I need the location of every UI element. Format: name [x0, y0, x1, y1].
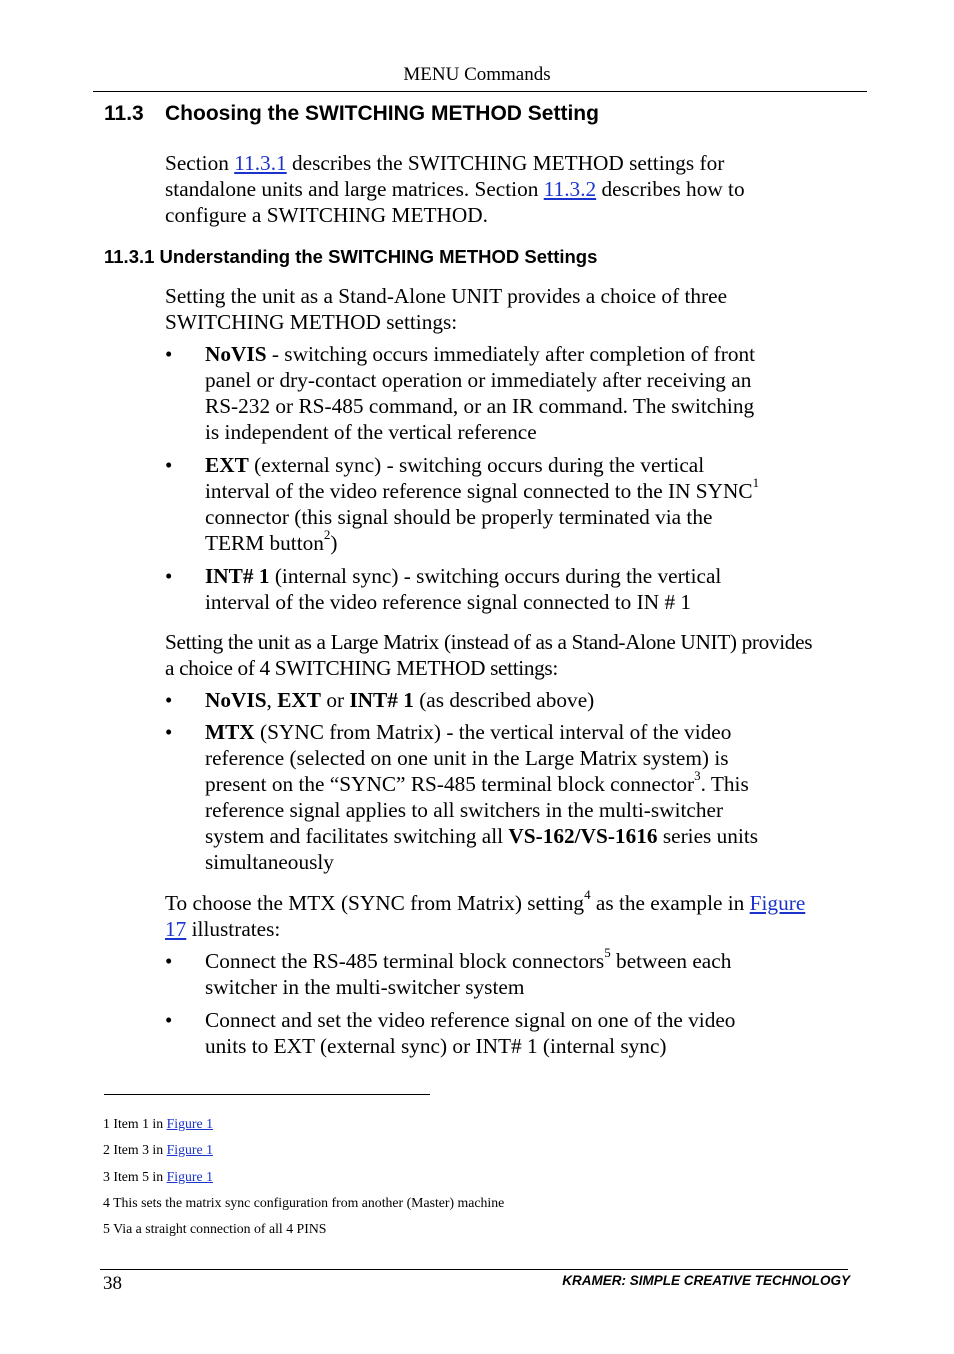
term-int: INT# 1: [205, 564, 270, 588]
list-text: or: [321, 688, 350, 712]
paragraph-line: a choice of 4 SWITCHING METHOD settings:: [165, 656, 558, 680]
term-mtx: MTX: [205, 720, 255, 744]
large-matrix-paragraph: [165, 629, 865, 681]
footnote-ref-2: 2: [323, 526, 331, 542]
list-text: - switching occurs immediately after completion of front: [266, 342, 756, 366]
list-item-mtx: [205, 719, 865, 875]
list-item-int: [205, 563, 865, 615]
list-text: simultaneously: [205, 850, 334, 874]
term-novis: NoVIS: [205, 688, 267, 712]
figure-17-link-number[interactable]: 17: [165, 917, 187, 941]
bullet-marker: •: [165, 949, 173, 973]
standalone-paragraph: [165, 283, 865, 335]
footnote-4: 4 This sets the matrix sync configuration from another (Master) machine: [103, 1195, 505, 1210]
bullet-marker: •: [165, 720, 173, 744]
running-header: MENU Commands: [403, 64, 551, 85]
list-text: reference (selected on one unit in the Large Matrix system) is: [205, 746, 729, 770]
footnote-5: 5 Via a straight connection of all 4 PINS: [103, 1221, 327, 1236]
section-heading: [104, 102, 599, 126]
footnote-ref-4: 4: [584, 886, 591, 902]
section-link-11-3-2[interactable]: 11.3.2: [543, 177, 597, 201]
paragraph-line: as the example in: [590, 891, 750, 915]
list-item-novis: [205, 341, 865, 445]
list-item-combo: [205, 687, 865, 713]
list-text: interval of the video reference signal connected to IN # 1: [205, 590, 692, 614]
paragraph-line: Setting the unit as a Large Matrix (instead of as a Stand-Alone UNIT) provides: [165, 630, 813, 654]
term-int: INT# 1: [349, 688, 414, 712]
bullet-marker: •: [165, 453, 173, 477]
list-text: series units: [657, 824, 759, 848]
footnote-ref-1: 1: [752, 474, 760, 490]
list-text: reference signal applies to all switchers in the multi-switcher: [205, 798, 724, 822]
header-divider: [93, 91, 867, 92]
section-link-11-3-1[interactable]: 11.3.1: [234, 151, 287, 175]
bullet-marker: •: [165, 688, 173, 712]
footnote-3: [103, 1169, 213, 1185]
section-title: Choosing the SWITCHING METHOD Setting: [165, 102, 599, 125]
intro-text: standalone units and large matrices. Section: [165, 177, 544, 201]
paragraph-line: Setting the unit as a Stand-Alone UNIT provides a choice of three: [165, 284, 728, 308]
list-text: Connect the RS-485 terminal block connectors: [205, 949, 605, 973]
footnote-text: 2 Item 3 in: [103, 1142, 167, 1157]
footnote-figure-link[interactable]: Figure 1: [166, 1116, 213, 1131]
footnote-text: 1 Item 1 in: [103, 1116, 167, 1131]
paragraph-line: SWITCHING METHOD settings:: [165, 310, 458, 334]
list-text: (internal sync) - switching occurs during the vertical: [269, 564, 722, 588]
intro-text: Section: [165, 151, 235, 175]
list-text: (external sync) - switching occurs during the vertical: [248, 453, 705, 477]
list-text: connector (this signal should be properly terminated via the: [205, 505, 713, 529]
list-text: units to EXT (external sync) or INT# 1 (internal sync): [205, 1034, 667, 1058]
list-text: Connect and set the video reference signal on one of the video: [205, 1008, 736, 1032]
list-text: switcher in the multi-switcher system: [205, 975, 525, 999]
intro-text: describes the SWITCHING METHOD settings for: [286, 151, 725, 175]
list-text: interval of the video reference signal connected to the IN SYNC: [205, 479, 753, 503]
footnote-ref-3: 3: [694, 767, 701, 783]
paragraph-line: illustrates:: [186, 917, 281, 941]
footer-brand: KRAMER: SIMPLE CREATIVE TECHNOLOGY: [562, 1273, 850, 1288]
footnote-separator: [104, 1094, 430, 1095]
section-number: 11.3: [104, 102, 144, 125]
footnote-2: [103, 1142, 213, 1158]
footnote-figure-link[interactable]: Figure 1: [166, 1142, 213, 1157]
product-model: VS-162/VS-1616: [508, 824, 658, 848]
intro-text: describes how to: [596, 177, 745, 201]
term-ext: EXT: [277, 688, 321, 712]
bullet-marker: •: [165, 1008, 173, 1032]
bullet-marker: •: [165, 342, 173, 366]
list-text: (as described above): [413, 688, 595, 712]
subsection-heading: 11.3.1 Understanding the SWITCHING METHOD Settings: [104, 246, 598, 267]
list-text: ): [330, 531, 338, 555]
list-text: . This: [700, 772, 749, 796]
term-ext: EXT: [205, 453, 249, 477]
term-novis: NoVIS: [205, 342, 267, 366]
intro-text: configure a SWITCHING METHOD.: [165, 203, 488, 227]
paragraph-line: To choose the MTX (SYNC from Matrix) setting: [165, 891, 585, 915]
list-text: (SYNC from Matrix) - the vertical interval of the video: [254, 720, 732, 744]
footnote-1: [103, 1116, 213, 1132]
list-text: system and facilitates switching all: [205, 824, 509, 848]
footnote-figure-link[interactable]: Figure 1: [166, 1169, 213, 1184]
list-text: present on the “SYNC” RS-485 terminal block connector: [205, 772, 695, 796]
list-text: TERM button: [205, 531, 324, 555]
list-text: is independent of the vertical reference: [205, 420, 537, 444]
list-item-connect-rs485: [205, 944, 865, 1000]
list-item-connect-reference: [205, 1007, 865, 1059]
list-item-ext: [205, 452, 865, 556]
figure-17-link[interactable]: Figure: [749, 891, 806, 915]
choose-mtx-paragraph: [165, 886, 865, 942]
list-text: between each: [610, 949, 732, 973]
section-intro-paragraph: [165, 150, 865, 228]
footer-divider: [100, 1269, 848, 1270]
footnote-ref-5: 5: [604, 944, 611, 960]
footnote-text: 3 Item 5 in: [103, 1169, 167, 1184]
page-number: 38: [103, 1273, 122, 1294]
list-text: RS-232 or RS-485 command, or an IR command. The switching: [205, 394, 755, 418]
bullet-marker: •: [165, 564, 173, 588]
list-text: ,: [266, 688, 278, 712]
list-text: panel or dry-contact operation or immediately after receiving an: [205, 368, 752, 392]
